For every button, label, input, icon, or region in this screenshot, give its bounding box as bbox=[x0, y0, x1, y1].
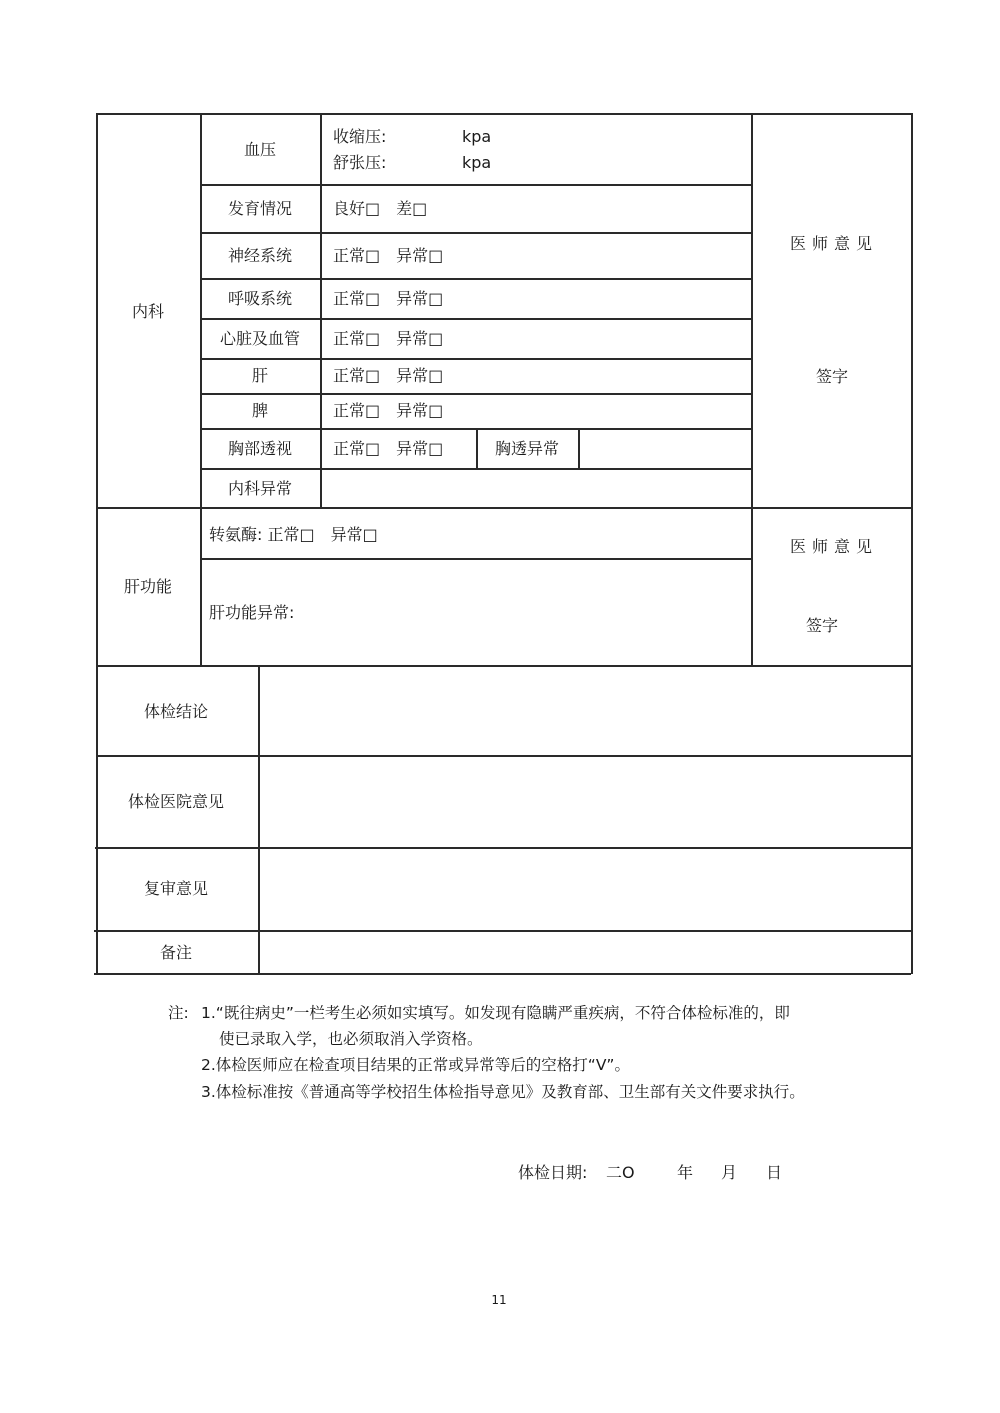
row-options[interactable]: 正常□ 异常□ bbox=[333, 329, 444, 348]
chest-options[interactable]: 正常□ 异常□ bbox=[333, 439, 444, 458]
systolic-unit: kpa bbox=[462, 127, 492, 146]
liver-doctor-opinion: 医师意见 bbox=[789, 537, 879, 556]
chest-abnormal-label: 胸透异常 bbox=[494, 439, 560, 458]
row-options[interactable]: 正常□ 异常□ bbox=[333, 289, 444, 308]
liver-signature: 签字 bbox=[805, 616, 839, 635]
internal-doctor-opinion: 医师意见 bbox=[789, 234, 879, 253]
remarks-field[interactable] bbox=[260, 932, 910, 972]
review-opinion-field[interactable] bbox=[260, 849, 910, 929]
diastolic-label: 舒张压: bbox=[333, 153, 387, 172]
date-month: 月 bbox=[721, 1163, 738, 1182]
conclusion-field[interactable] bbox=[260, 667, 910, 754]
liver-section-label: 肝功能 bbox=[123, 577, 173, 596]
notes-prefix: 注: bbox=[168, 1004, 189, 1022]
internal-abnormal-field[interactable] bbox=[322, 470, 750, 506]
note-1-continued: 使已录取入学，也必须取消入学资格。 bbox=[219, 1030, 483, 1048]
liver-abnormal-label: 肝功能异常: bbox=[209, 603, 295, 622]
date-year: 年 bbox=[677, 1163, 694, 1182]
row-label: 心脏及血管 bbox=[219, 329, 301, 348]
note-1: 1.“既往病史”一栏考生必须如实填写。如发现有隐瞒严重疾病，不符合体检标准的，即 bbox=[201, 1004, 790, 1022]
systolic-label: 收缩压: bbox=[333, 127, 387, 146]
remarks-label: 备注 bbox=[159, 943, 193, 962]
date-prefix: 二O bbox=[606, 1163, 635, 1182]
alt-row[interactable]: 转氨酶: 正常□ 异常□ bbox=[209, 525, 378, 544]
internal-signature: 签字 bbox=[815, 367, 849, 386]
internal-section-label: 内科 bbox=[131, 302, 165, 321]
row-label: 脾 bbox=[251, 401, 269, 420]
date-day: 日 bbox=[766, 1163, 783, 1182]
review-opinion-label: 复审意见 bbox=[143, 879, 209, 898]
date-label: 体检日期: bbox=[518, 1163, 588, 1182]
diastolic-unit: kpa bbox=[462, 153, 492, 172]
note-2: 2.体检医师应在检查项目结果的正常或异常等后的空格打“V”。 bbox=[201, 1056, 630, 1074]
note-3: 3.体检标准按《普通高等学校招生体检指导意见》及教育部、卫生部有关文件要求执行。 bbox=[201, 1083, 805, 1101]
bp-label: 血压 bbox=[243, 140, 277, 159]
development-options[interactable]: 良好□ 差□ bbox=[333, 199, 428, 218]
development-label: 发育情况 bbox=[227, 199, 293, 218]
page-number: 11 bbox=[491, 1293, 507, 1307]
internal-abnormal-label: 内科异常 bbox=[227, 479, 293, 498]
hospital-opinion-field[interactable] bbox=[260, 757, 910, 846]
row-label: 神经系统 bbox=[227, 246, 293, 265]
chest-abnormal-field[interactable] bbox=[580, 430, 750, 467]
row-options[interactable]: 正常□ 异常□ bbox=[333, 366, 444, 385]
row-label: 呼吸系统 bbox=[227, 289, 293, 308]
conclusion-label: 体检结论 bbox=[143, 702, 209, 721]
row-label: 肝 bbox=[251, 366, 269, 385]
row-options[interactable]: 正常□ 异常□ bbox=[333, 246, 444, 265]
hospital-opinion-label: 体检医院意见 bbox=[127, 792, 225, 811]
row-options[interactable]: 正常□ 异常□ bbox=[333, 401, 444, 420]
chest-label: 胸部透视 bbox=[227, 439, 293, 458]
